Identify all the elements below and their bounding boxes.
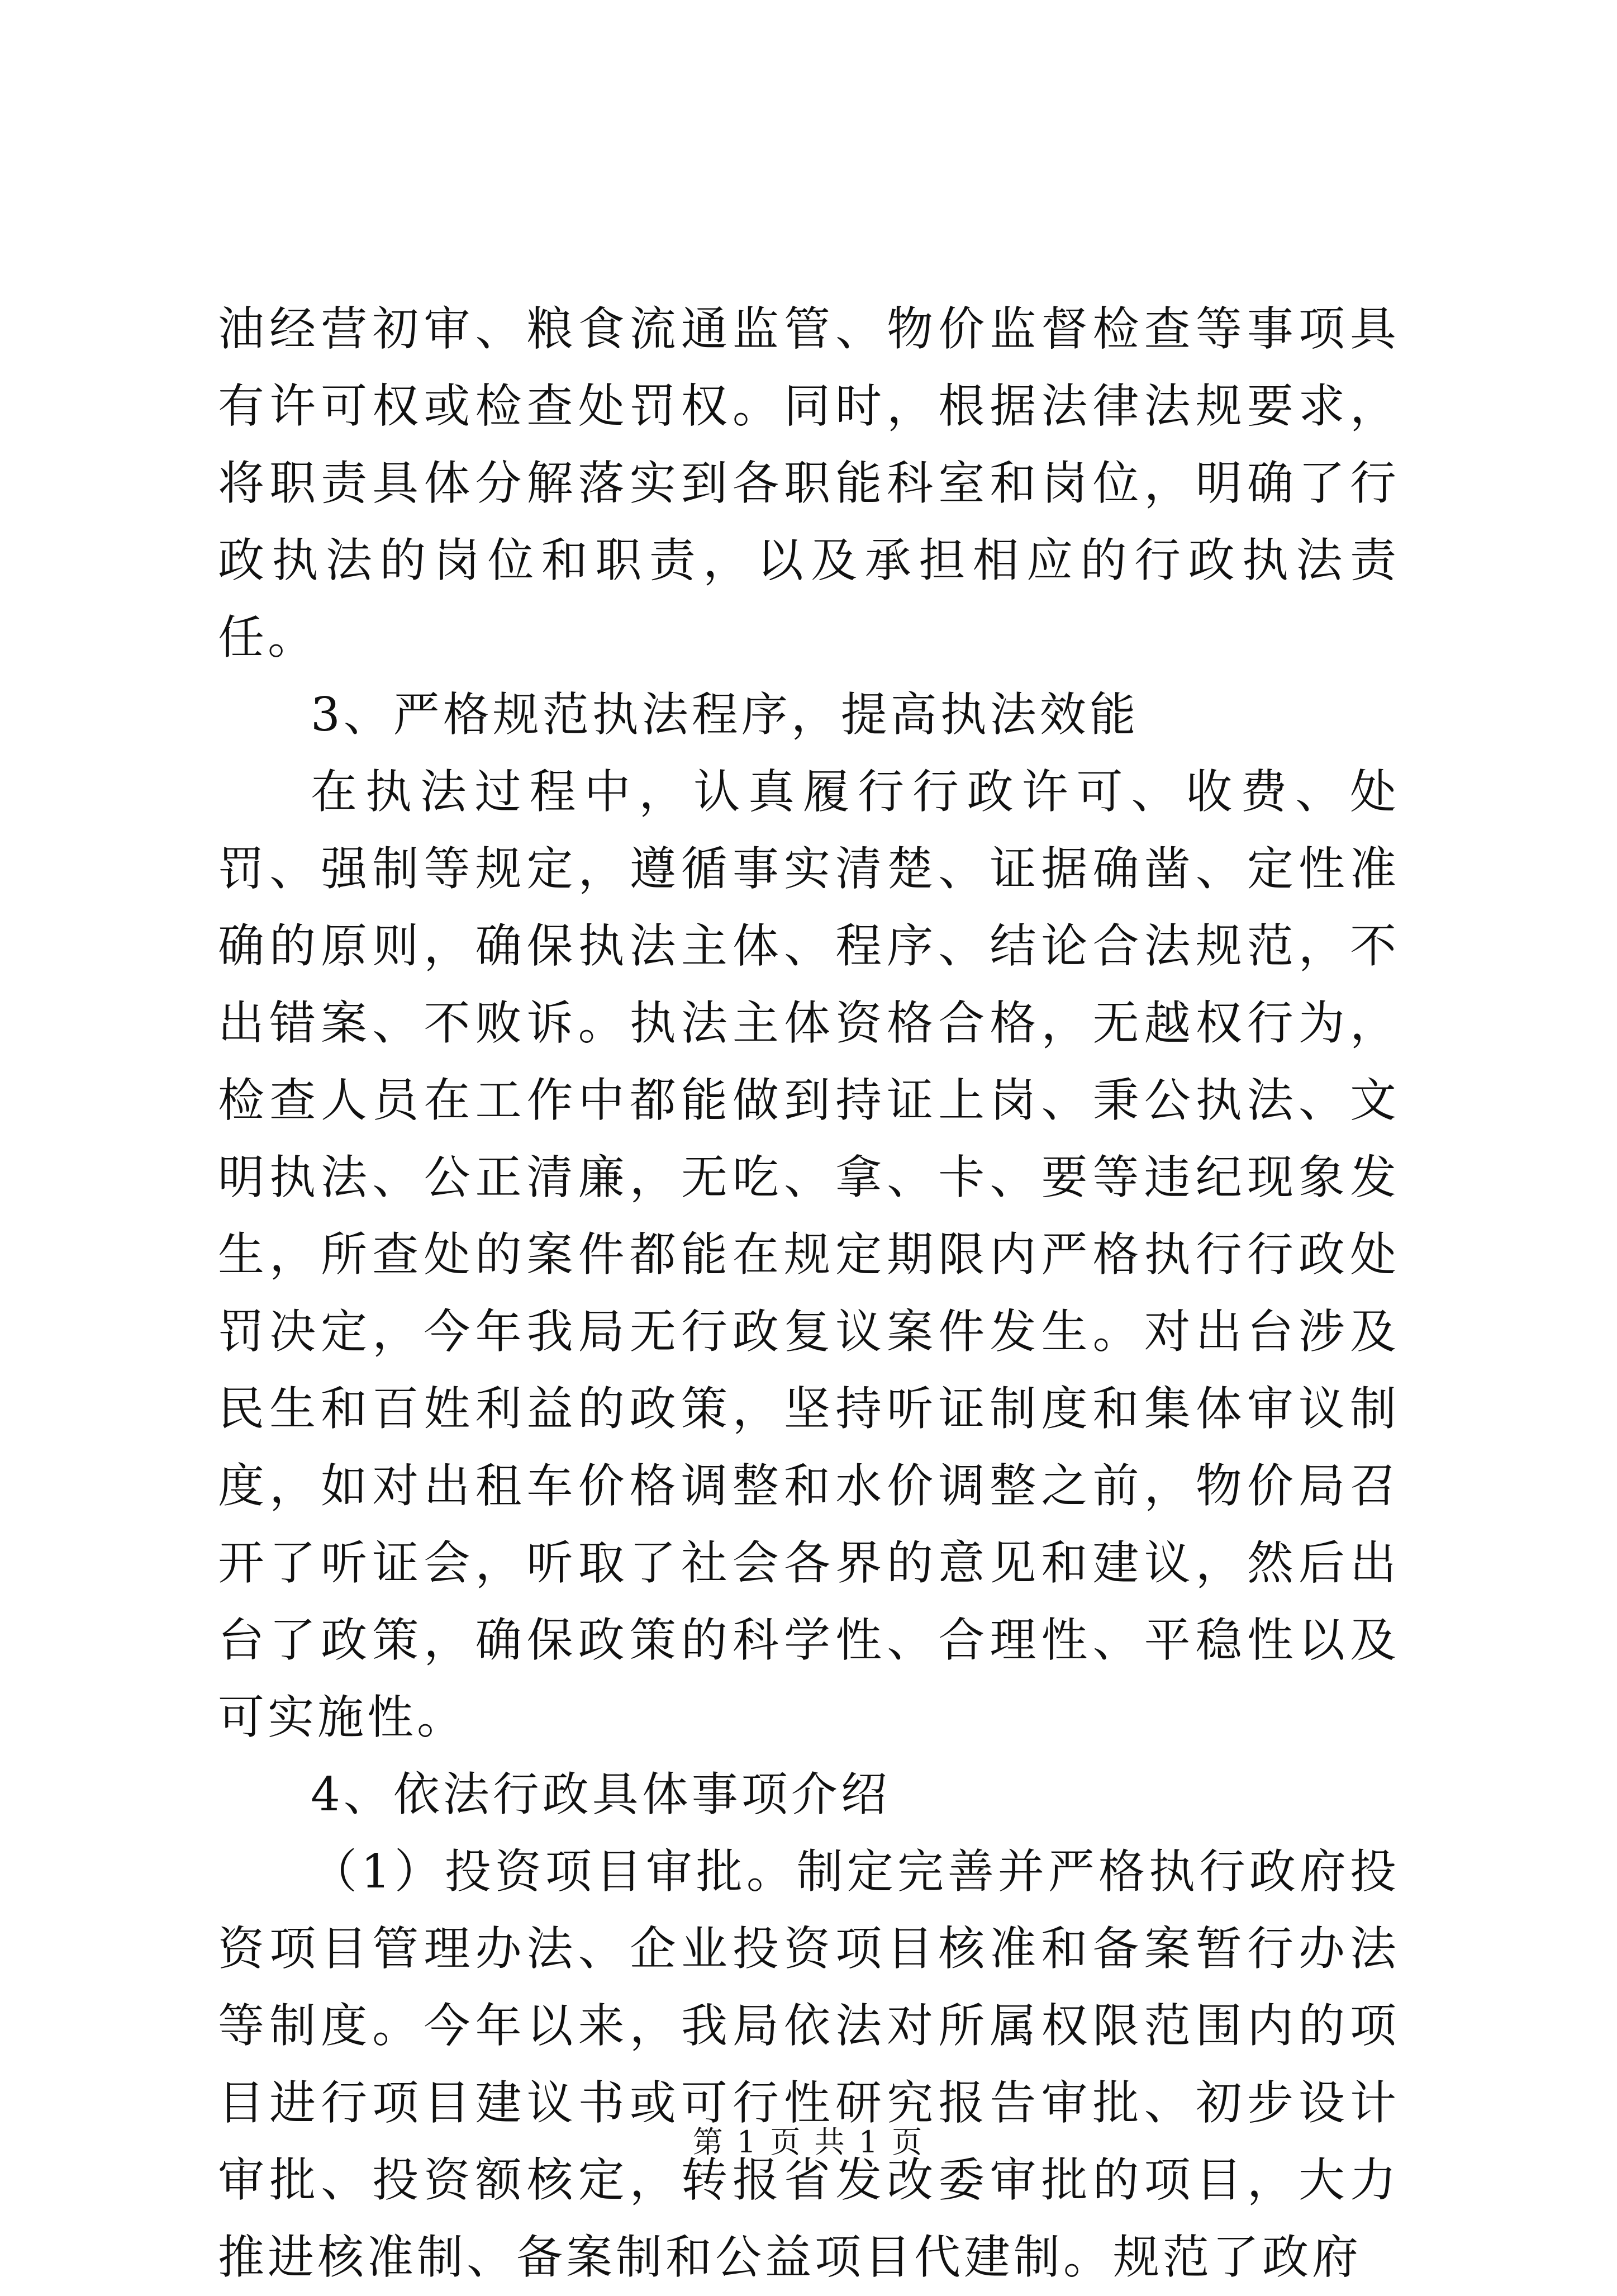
page-footer xyxy=(0,2118,1617,2161)
document-body xyxy=(218,291,1400,2296)
paragraph-investment-approval: （1）投资项目审批。制定完善并严格执行政府投资项目管理办法、企业投资项目核准和备案暂行办法等制度。今年以来，我局依法对所属权限范围内的项目进行项目建议书或可行性研究报告审批、初步设计审批、投资额核定，转报省发改委审批的项目，大力推进核准制、备案制和公益项目代建制。规范了政府 xyxy=(218,1844,1400,2284)
section-heading-3: 3、严格规范执法程序，提高执法效能 xyxy=(311,687,1139,742)
paragraph-continuation: 油经营初审、粮食流通监管、物价监督检查等事项具有许可权或检查处罚权。同时，根据法律法规要求，将职责具体分解落实到各职能科室和岗位，明确了行政执法的岗位和职责，以及承担相应的行政执法责任。 xyxy=(218,302,1400,665)
paragraph-enforcement: 在执法过程中，认真履行行政许可、收费、处罚、强制等规定，遵循事实清楚、证据确凿、定性准确的原则，确保执法主体、程序、结论合法规范，不出错案、不败诉。执法主体资格合格，无越权行为，检查人员在工作中都能做到持证上岗、秉公执法、文明执法、公正清廉，无吃、拿、卡、要等违纪现象发生，所查处的案件都能在规定期限内严格执行行政处罚决定，今年我局无行政复议案件发生。对出台涉及民生和百姓利益的政策，坚持听证制度和集体审议制度，如对出租车价格调整和水价调整之前，物价局召开了听证会，听取了社会各界的意见和建议，然后出台了政策，确保政策的科学性、合理性、平稳性以及可实施性。 xyxy=(218,765,1400,1744)
page-number-label: 第 1 页 共 1 页 xyxy=(692,2124,925,2160)
section-heading-4: 4、依法行政具体事项介绍 xyxy=(311,1767,891,1821)
